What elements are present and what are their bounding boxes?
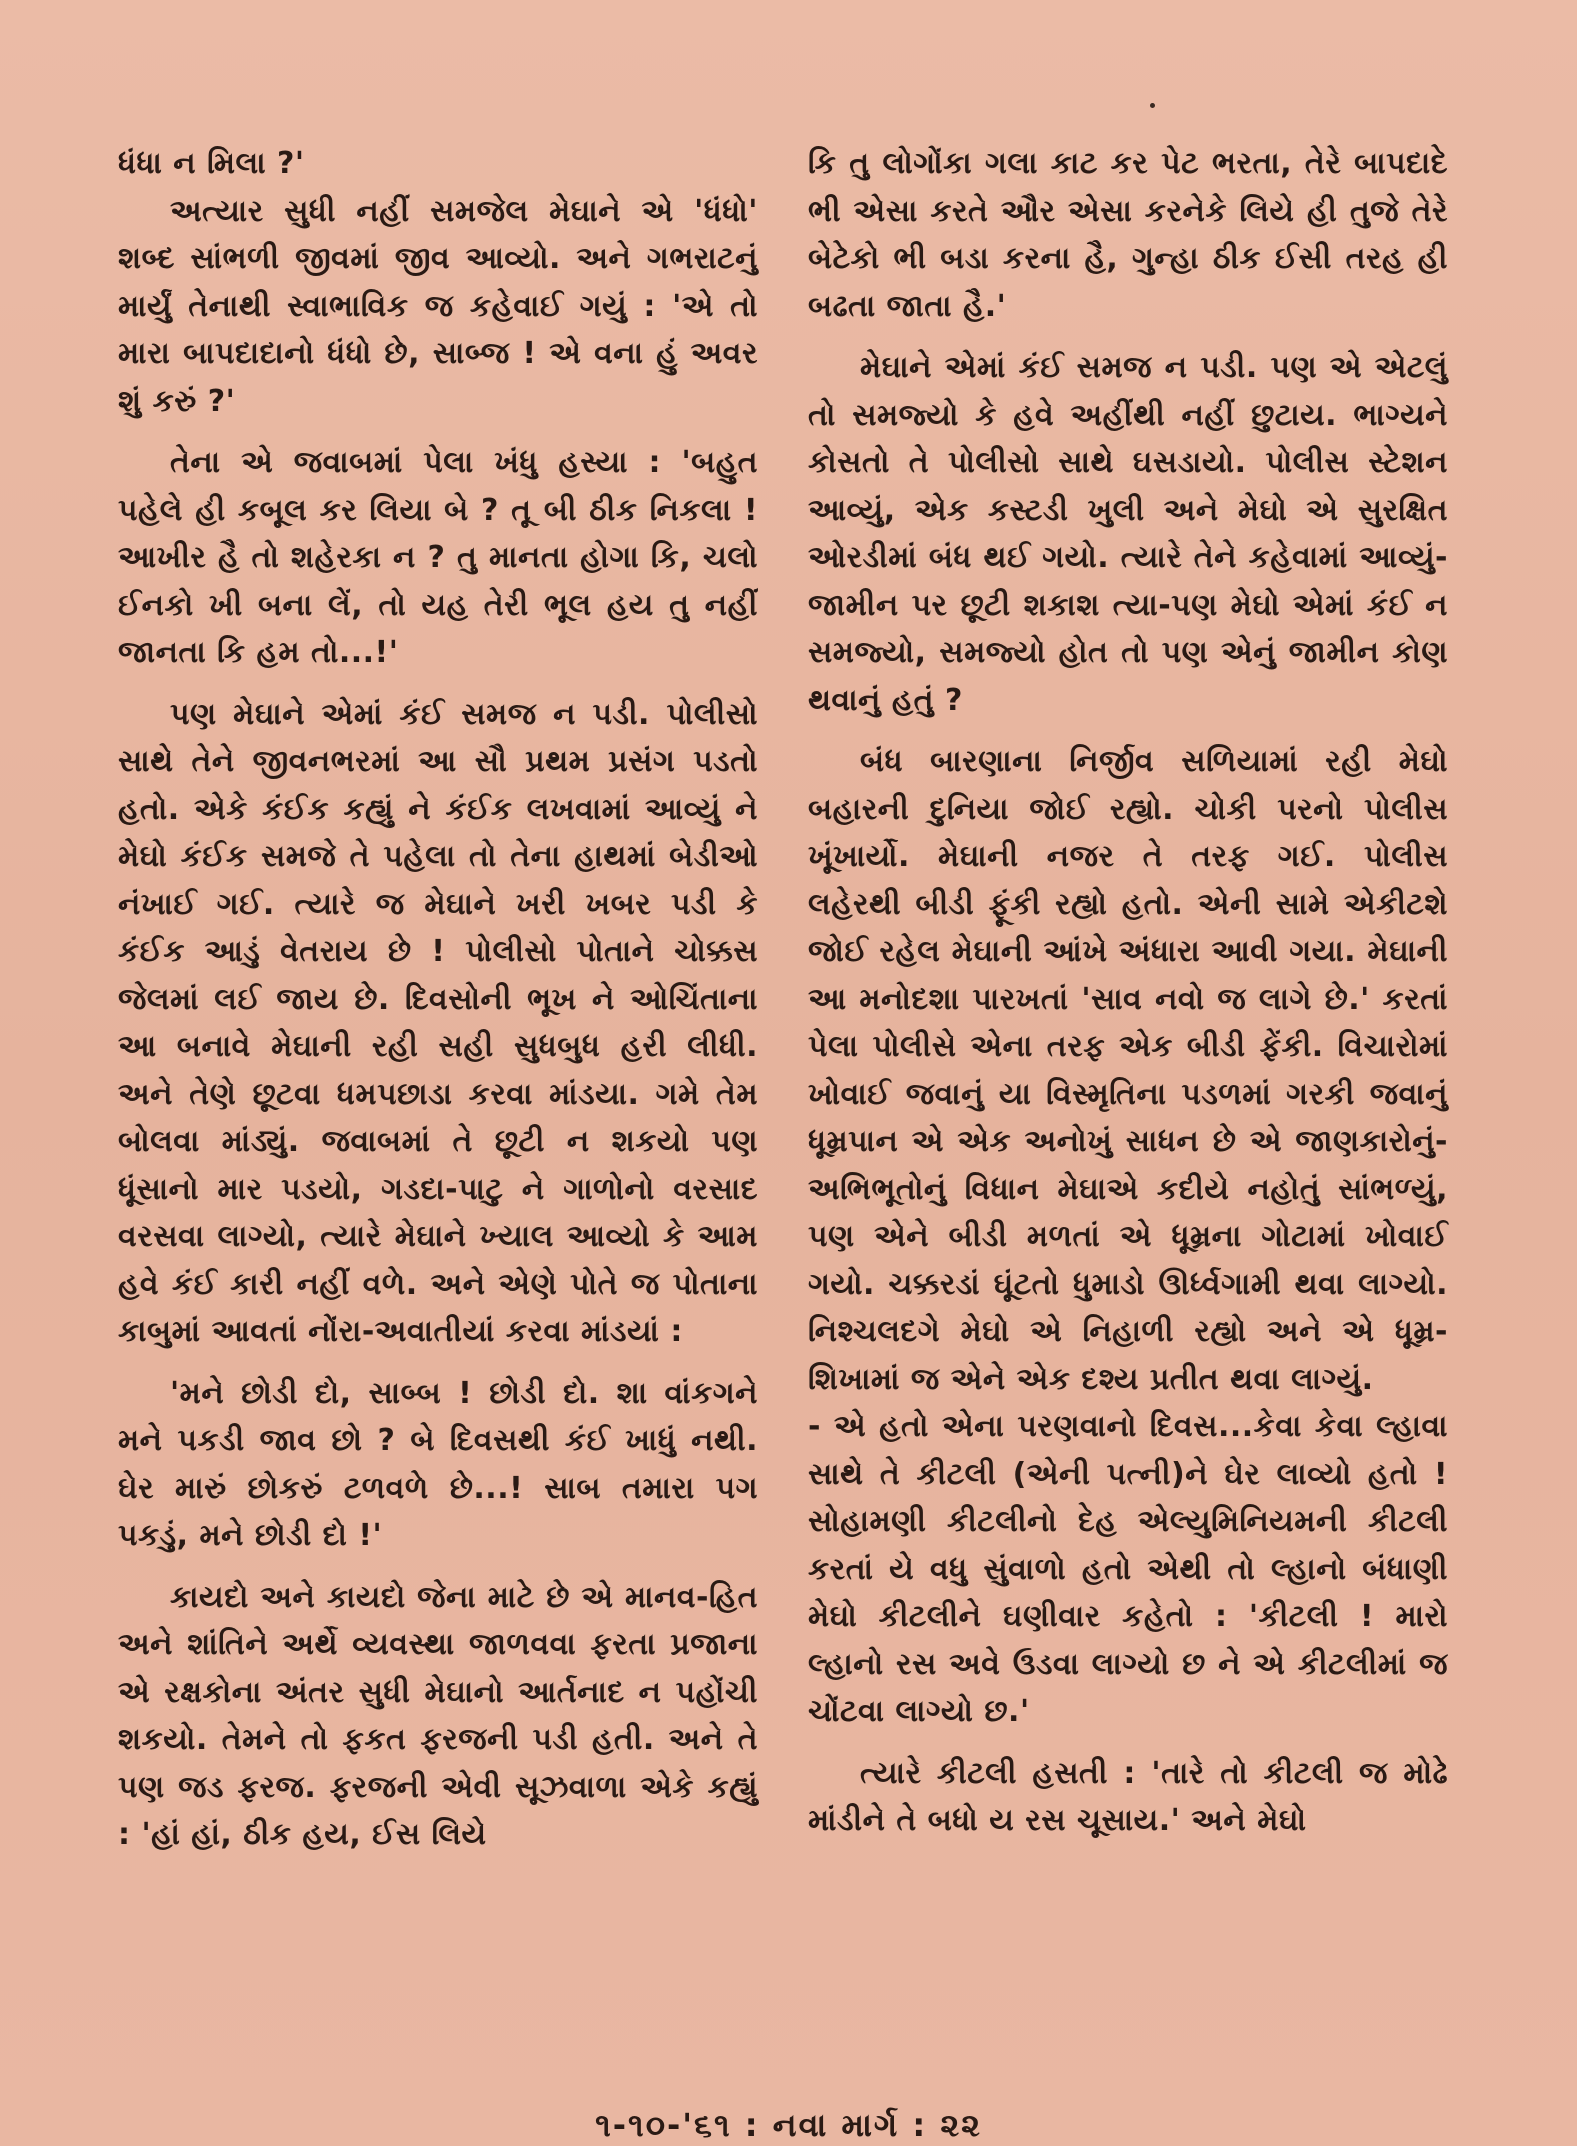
- page-footer: ૧-૧૦-'૬૧ : નવા માર્ગ : ૨૨: [595, 2106, 982, 2144]
- paragraph: મેઘાને એમાં કંઈ સમજ ન પડી. પણ એ એટલું તો સમજ્યો કે હવે અહીંથી નહીં છુટાય. ભાગ્યને કોસતો તે પોલીસો સાથે ઘસડાયો. પોલીસ સ્ટેશન આવ્યું, એક કસ્ટડી ખુલી અને મેઘો એ સુરક્ષિત ઓરડીમાં બંધ થઈ ગયો. ત્યારે તેને કહેવામાં આવ્યું-જામીન પર છૂટી શકાશ ત્યા-પણ મેઘો એમાં કંઈ ન સમજ્યો, સમજ્યો હોત તો પણ એનું જામીન કોણ થવાનું હતું ?: [808, 350, 1448, 718]
- paragraph: કાયદો અને કાયદો જેના માટે છે એ માનવ-હિત અને શાંતિને અર્થે વ્યવસ્થા જાળવવા ફરતા પ્રજાના એ રક્ષકોના અંતર સુધી મેઘાનો આર્તનાદ ન પહોંચી શકયો. તેમને તો ફકત ફરજની પડી હતી. અને તે પણ જડ ફરજ. ફરજની એવી સૂઝવાળા એકે કહ્યું : 'હાં હાં, ઠીક હય, ઈસ લિયે: [118, 1579, 758, 1852]
- left-column: [118, 140, 758, 1859]
- paragraph: 'મને છોડી દો, સાબ્બ ! છોડી દો. શા વાંકગને મને પકડી જાવ છો ? બે દિવસથી કંઈ ખાધું નથી. ઘેર મારું છોકરું ટળવળે છે...! સાબ તમારા પગ પકડું, મને છોડી દો !': [118, 1375, 758, 1553]
- paragraph: અત્યાર સુધી નહીં સમજેલ મેઘાને એ 'ધંધો' શબ્દ સાંભળી જીવમાં જીવ આવ્યો. અને ગભરાટનું માર્યું તેનાથી સ્વાભાવિક જ કહેવાઈ ગયું : 'એ તો મારા બાપદાદાનો ધંધો છે, સાબ્જ ! એ વના હું અવર શું કરું ?': [118, 193, 758, 419]
- paragraph: - એ હતો એના પરણવાનો દિવસ...કેવા કેવા લ્હાવા સાથે તે કીટલી (એની પત્ની)ને ઘેર લાવ્યો હતો ! સોહામણી કીટલીનો દેહ એલ્યુમિનિયમની કીટલી કરતાં યે વધુ સુંવાળો હતો એથી તો લ્હાનો બંધાણી મેઘો કીટલીને ઘણીવાર કહેતો : 'કીટલી ! મારો લ્હાનો રસ અવે ઉડવા લાગ્યો છ ને એ કીટલીમાં જ ચોંટવા લાગ્યો છ.': [808, 1409, 1448, 1729]
- paragraph: પણ મેઘાને એમાં કંઈ સમજ ન પડી. પોલીસો સાથે તેને જીવનભરમાં આ સૌ પ્રથમ પ્રસંગ પડતો હતો. એકે કંઈક કહ્યું ને કંઈક લખવામાં આવ્યું ને મેઘો કંઈક સમજે તે પહેલા તો તેના હાથમાં બેડીઓ નંખાઈ ગઈ. ત્યારે જ મેઘાને ખરી ખબર પડી કે કંઈક આડું વેતરાય છે ! પોલીસો પોતાને ચોક્કસ જેલમાં લઈ જાય છે. દિવસોની ભૂખ ને ઓચિંતાના આ બનાવે મેઘાની રહી સહી સુધબુધ હરી લીધી. અને તેણે છૂટવા ધમપછાડા કરવા માંડયા. ગમે તેમ બોલવા માંડ્યું. જવાબમાં તે છૂટી ન શકયો પણ ધૂંસાનો માર પડયો, ગડદા-પાટુ ને ગાળોનો વરસાદ વરસવા લાગ્યો, ત્યારે મેઘાને ખ્યાલ આવ્યો કે આમ હવે કંઈ કારી નહીં વળે. અને એણે પોતે જ પોતાના કાબુમાં આવતાં નોંરા-અવાતીયાં કરવા માંડયાં :: [118, 696, 758, 1349]
- paragraph: ધંધા ન મિલા ?': [118, 146, 305, 181]
- paragraph: કિ તુ લોગોંકા ગલા કાટ કર પેટ ભરતા, તેરે બાપદાદે ભી એસા કરતે ઔર એસા કરનેકે લિયે હી તુજે તેરે બેટેકો ભી બડા કરના હૈ, ગુન્હા ઠીક ઈસી તરહ હી બઢતા જાતા હૈ.': [808, 146, 1448, 324]
- ink-speck: [1150, 103, 1155, 108]
- paragraph: બંધ બારણાના નિર્જીવ સળિયામાં રહી મેઘો બહારની દુનિયા જોઈ રહ્યો. ચોકી પરનો પોલીસ ખૂંખાર્યો. મેઘાની નજર તે તરફ ગઈ. પોલીસ લહેરથી બીડી ફૂંકી રહ્યો હતો. એની સામે એકીટશે જોઈ રહેલ મેઘાની આંખે અંધારા આવી ગયા. મેઘાની આ મનોદશા પારખતાં 'સાવ નવો જ લાગે છે.' કરતાં પેલા પોલીસે એના તરફ એક બીડી ફેંકી. વિચારોમાં ખોવાઈ જવાનું યા વિસ્મૃતિના પડળમાં ગરકી જવાનું ધૂમ્રપાન એ એક અનોખું સાધન છે એ જાણકારોનું-અભિભૂતોનું વિધાન મેઘાએ કદીયે નહોતું સાંભળ્યું, પણ એને બીડી મળતાં એ ધૂમ્રના ગોટામાં ખોવાઈ ગયો. ચક્કરડાં ઘૂંટતો ધુમાડો ઊર્ધ્વગામી થવા લાગ્યો. નિશ્ચલદગે મેઘો એ નિહાળી રહ્યો અને એ ધૂમ્ર-શિખામાં જ એને એક દશ્ય પ્રતીત થવા લાગ્યું.: [808, 744, 1448, 1397]
- right-column: [808, 140, 1448, 1845]
- paragraph: ત્યારે કીટલી હસતી : 'તારે તો કીટલી જ મોઢે માંડીને તે બધો ય રસ ચૂસાય.' અને મેઘો: [808, 1755, 1448, 1838]
- paragraph: તેના એ જવાબમાં પેલા ખંધુ હસ્યા : 'બહુત પહેલે હી કબૂલ કર લિયા બે ? તૂ બી ઠીક નિકલા ! આખીર હૈ તો શહેરકા ન ? તુ માનતા હોગા કિ, ચલો ઈનકો ખી બના લેં, તો યહ તેરી ભૂલ હય તુ નહીં જાનતા કિ હમ તો...!': [118, 445, 758, 670]
